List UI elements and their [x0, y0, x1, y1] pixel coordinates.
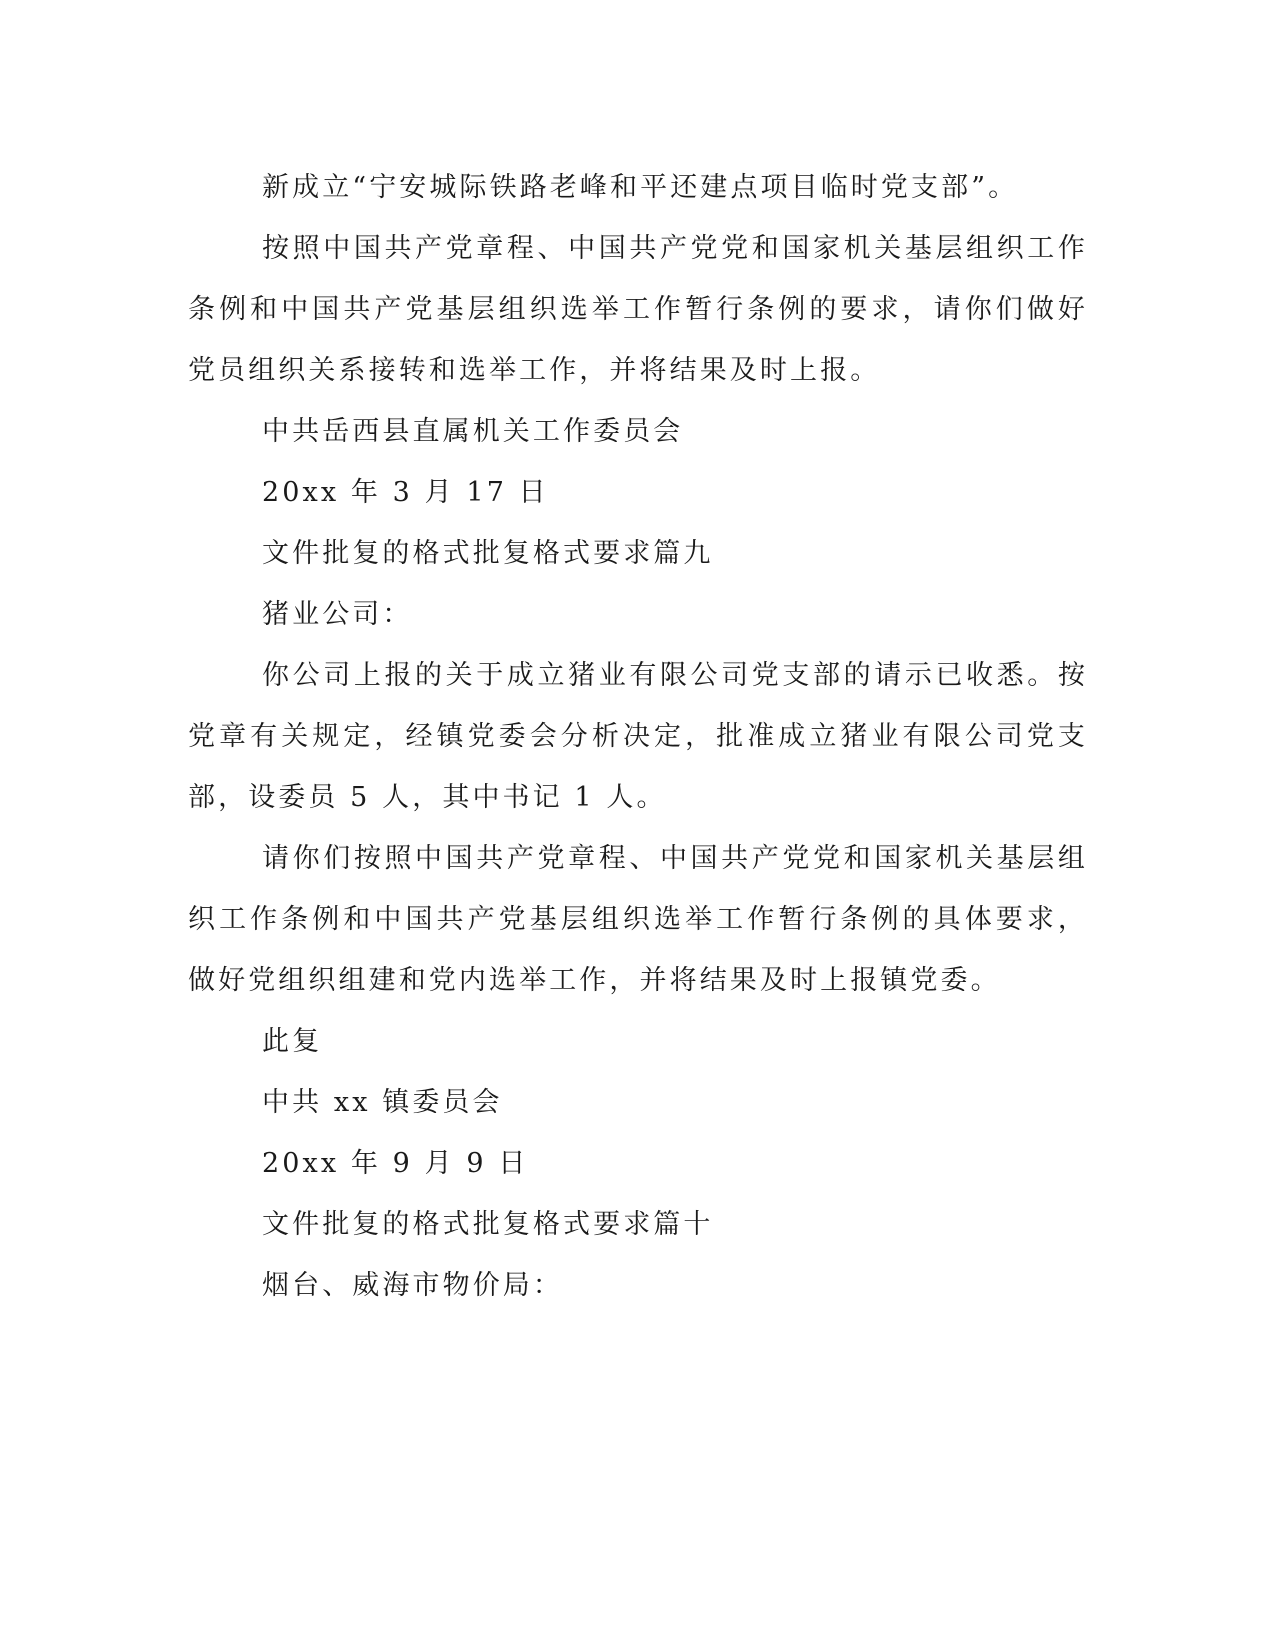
paragraph-approval: 你公司上报的关于成立猪业有限公司党支部的请示已收悉。按党章有关规定，经镇党委会分析决定，批准成立猪业有限公司党支部，设委员 5 人，其中书记 1 人。	[188, 660, 1088, 813]
signature-date-2: 20xx 年 9 月 9 日	[262, 1148, 529, 1179]
document-body	[188, 157, 1088, 1316]
section-heading-10: 文件批复的格式批复格式要求篇十	[262, 1209, 714, 1240]
addressee-price-bureau: 烟台、威海市物价局：	[262, 1270, 563, 1301]
signature-org-1: 中共岳西县直属机关工作委员会	[262, 416, 684, 447]
paragraph-new-branch: 新成立“宁安城际铁路老峰和平还建点项目临时党支部”。	[262, 172, 1019, 203]
signature-org-2: 中共 xx 镇委员会	[262, 1087, 503, 1118]
signature-date-1: 20xx 年 3 月 17 日	[262, 477, 549, 508]
section-heading-9: 文件批复的格式批复格式要求篇九	[262, 538, 714, 569]
paragraph-instructions-2: 请你们按照中国共产党章程、中国共产党党和国家机关基层组织工作条例和中国共产党基层组织选举工作暂行条例的具体要求，做好党组织组建和党内选举工作，并将结果及时上报镇党委。	[188, 843, 1088, 996]
paragraph-instructions-1: 按照中国共产党章程、中国共产党党和国家机关基层组织工作条例和中国共产党基层组织选举工作暂行条例的要求，请你们做好党员组织关系接转和选举工作，并将结果及时上报。	[188, 233, 1088, 386]
addressee-pig-company: 猪业公司：	[262, 599, 413, 630]
closing-reply: 此复	[262, 1026, 323, 1057]
